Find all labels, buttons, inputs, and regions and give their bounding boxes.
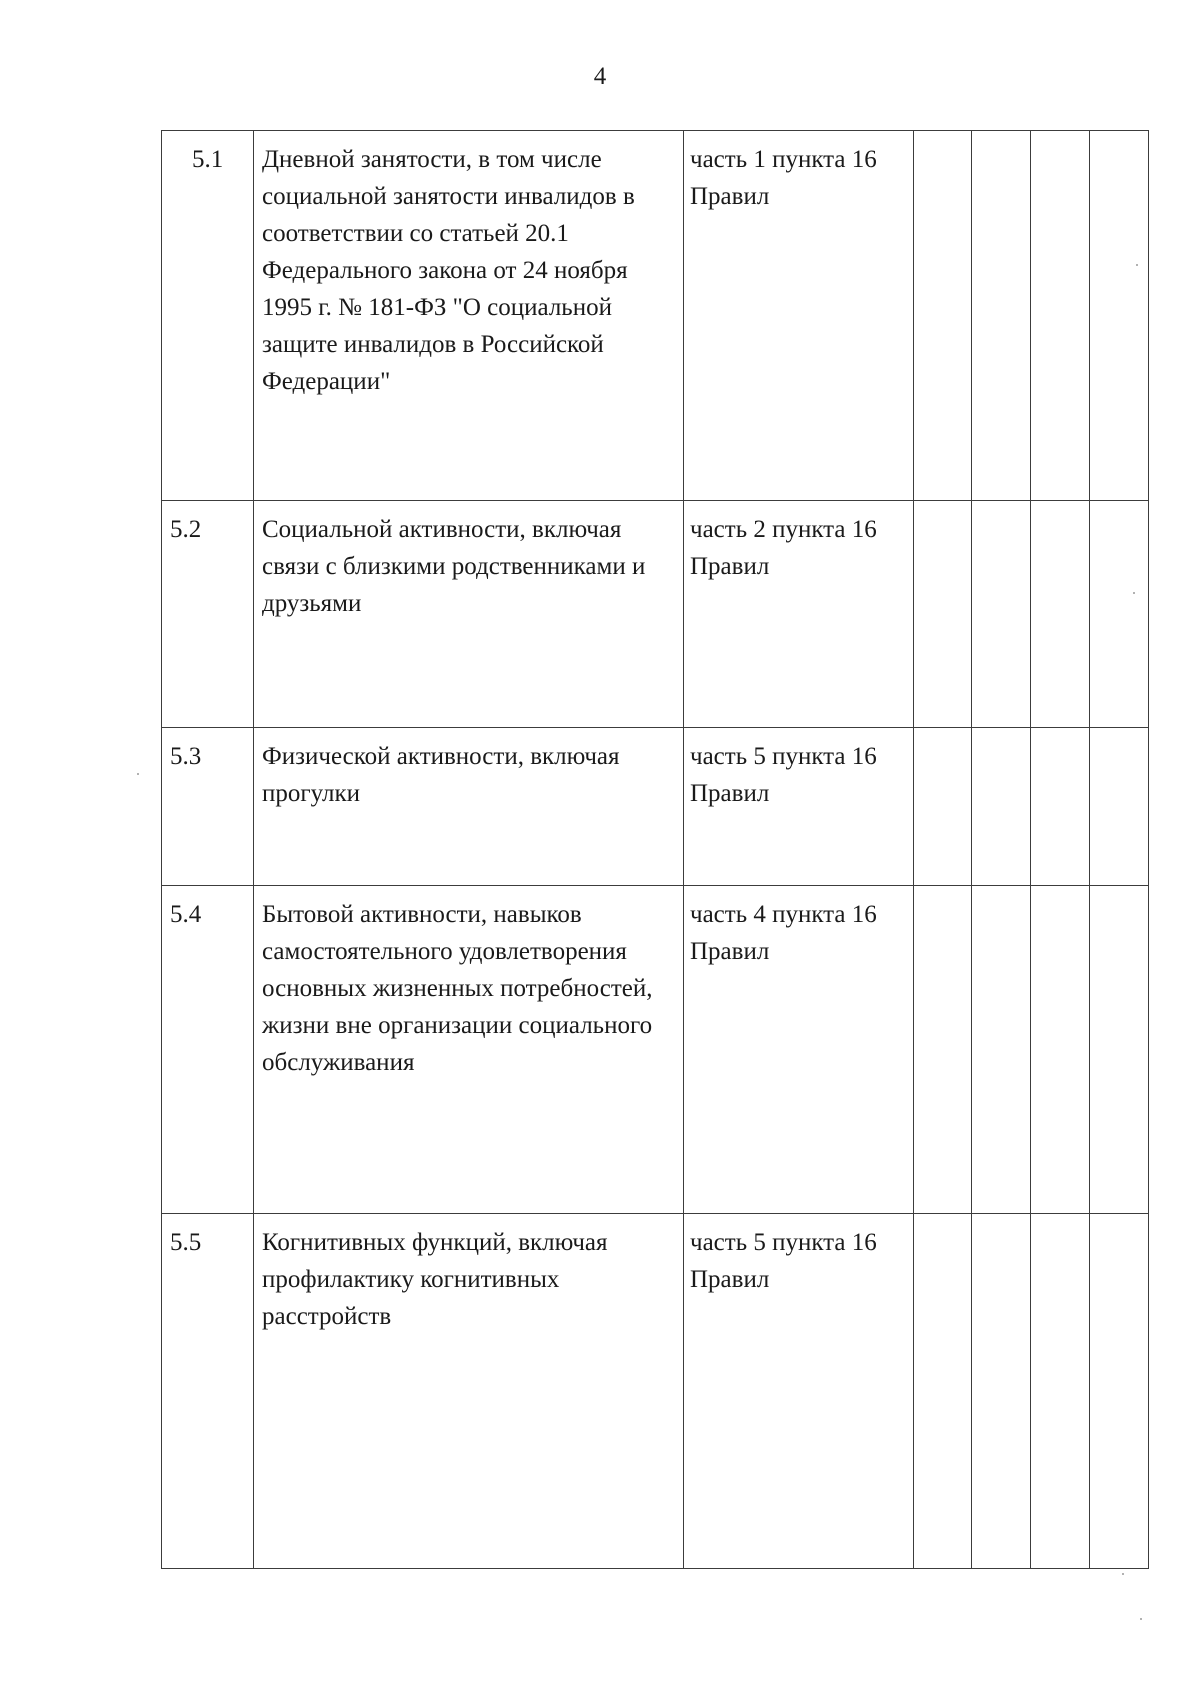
row-number: 5.1 <box>192 146 224 173</box>
empty-cell <box>1031 886 1090 1214</box>
reference-line: часть 2 пункта 16 <box>690 516 877 543</box>
table-row <box>162 501 1149 728</box>
reference-line: часть 5 пункта 16 <box>690 743 877 770</box>
empty-cell <box>972 501 1031 728</box>
services-table <box>161 130 1149 1569</box>
empty-cell <box>914 728 972 886</box>
reference-line: часть 5 пункта 16 <box>690 1229 877 1256</box>
empty-cell <box>972 728 1031 886</box>
row-number: 5.3 <box>170 743 202 770</box>
empty-cell <box>1031 131 1090 501</box>
empty-cell <box>1090 886 1149 1214</box>
empty-cell <box>1090 501 1149 728</box>
reference-line: Правил <box>690 780 770 807</box>
reference-line: Правил <box>690 1266 770 1293</box>
empty-cell <box>1031 728 1090 886</box>
scan-speck <box>1140 1618 1142 1620</box>
empty-cell <box>1090 131 1149 501</box>
row-description: Физической активности, включая прогулки <box>254 728 684 886</box>
table-row <box>162 1214 1149 1569</box>
row-number-cell <box>162 1214 254 1569</box>
row-reference <box>684 886 914 1214</box>
empty-cell <box>914 501 972 728</box>
reference-line: часть 4 пункта 16 <box>690 901 877 928</box>
empty-cell <box>972 886 1031 1214</box>
empty-cell <box>914 886 972 1214</box>
reference-line: часть 1 пункта 16 <box>690 146 877 173</box>
row-number: 5.5 <box>170 1229 202 1256</box>
empty-cell <box>914 131 972 501</box>
row-number-cell <box>162 131 254 501</box>
row-number-cell <box>162 886 254 1214</box>
row-description: Когнитивных функций, включая профилактику когнитивных расстройств <box>254 1214 684 1569</box>
empty-cell <box>1090 728 1149 886</box>
row-description: Социальной активности, включая связи с близкими родственниками и друзьями <box>254 501 684 728</box>
scan-speck <box>1122 1573 1124 1575</box>
row-number-cell <box>162 501 254 728</box>
reference-line: Правил <box>690 553 770 580</box>
empty-cell <box>1031 501 1090 728</box>
row-description: Бытовой активности, навыков самостоятельного удовлетворения основных жизненных потребностей, жизни вне организации социального обслуживания <box>254 886 684 1214</box>
row-reference <box>684 1214 914 1569</box>
row-description: Дневной занятости, в том числе социальной занятости инвалидов в соответствии со статьей 20.1 Федерального закона от 24 ноября 1995 г. № 181-ФЗ "О социальной защите инвалидов в Российской Федерации" <box>254 131 684 501</box>
page-number: 4 <box>593 63 607 90</box>
row-number-cell <box>162 728 254 886</box>
row-reference <box>684 728 914 886</box>
scan-speck <box>1133 592 1135 594</box>
reference-line: Правил <box>690 183 770 210</box>
table-row <box>162 728 1149 886</box>
empty-cell <box>914 1214 972 1569</box>
row-reference <box>684 501 914 728</box>
table-row <box>162 886 1149 1214</box>
empty-cell <box>1090 1214 1149 1569</box>
row-reference <box>684 131 914 501</box>
table-row <box>162 131 1149 501</box>
empty-cell <box>1031 1214 1090 1569</box>
scan-speck <box>137 773 139 775</box>
empty-cell <box>972 131 1031 501</box>
reference-line: Правил <box>690 938 770 965</box>
row-number: 5.4 <box>170 901 202 928</box>
row-number: 5.2 <box>170 516 202 543</box>
empty-cell <box>972 1214 1031 1569</box>
scan-speck <box>1136 264 1138 266</box>
